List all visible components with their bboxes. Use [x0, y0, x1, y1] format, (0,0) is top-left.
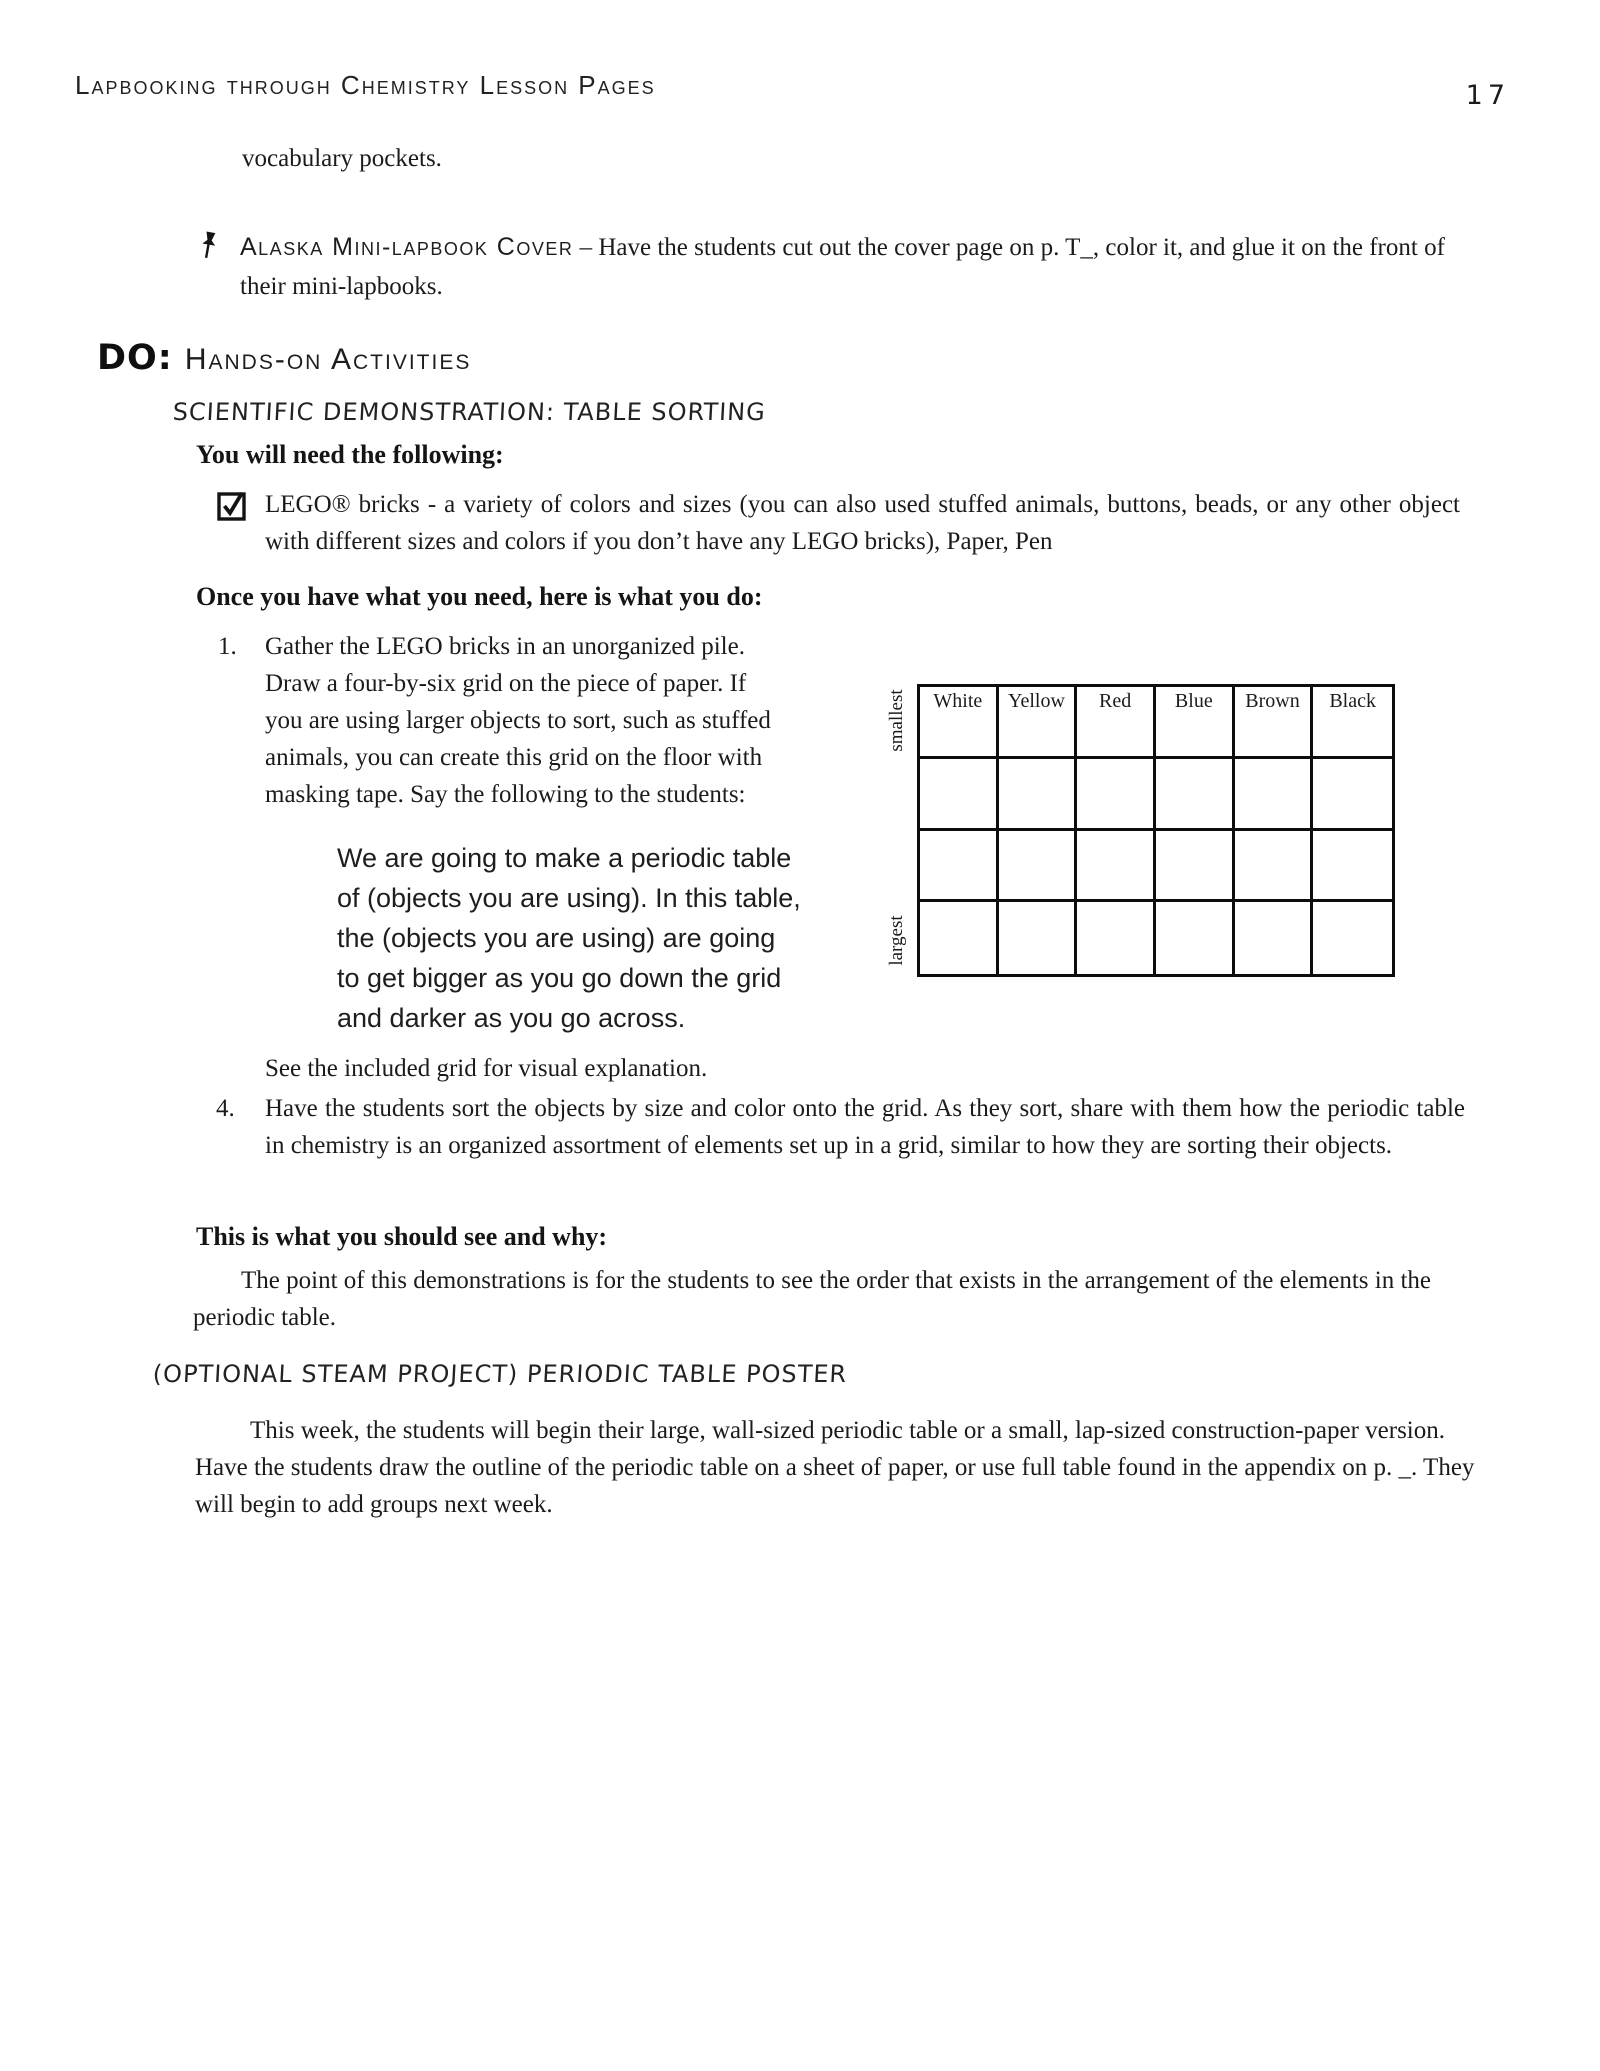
grid-cell: [1156, 831, 1235, 903]
material-item-text: LEGO® bricks - a variety of colors and sizes (you can also used stuffed animals, buttons, beads, or any other object with different sizes and colors if you don’t have any LEGO bricks), Paper, Pen: [265, 491, 1460, 555]
steps-heading: Once you have what you need, here is what you do:: [196, 582, 763, 611]
steam-project-text: This week, the students will begin their large, wall-sized periodic table or a small, lap-sized construction-paper version. Have the students draw the outline of the periodic table on a sheet of paper, or use full table found in the appendix on p. _. They will begin to add groups next week.: [195, 1417, 1475, 1518]
vocabulary-line: vocabulary pockets.: [242, 145, 442, 172]
step1-line: masking tape. Say the following to the students:: [265, 781, 746, 808]
step1-line: Gather the LEGO bricks in an unorganized pile.: [265, 633, 745, 660]
grid-cell: [1156, 759, 1235, 831]
why-heading: This is what you should see and why:: [196, 1222, 608, 1251]
step1-text: [265, 628, 925, 813]
teacher-quote: [337, 838, 937, 1038]
steam-project-heading: (OPTIONAL STEAM PROJECT) PERIODIC TABLE POSTER: [152, 1360, 848, 1388]
grid-cell: [999, 759, 1078, 831]
grid-cell: [1077, 759, 1156, 831]
step1-line: animals, you can create this grid on the floor with: [265, 744, 763, 771]
quote-line: and darker as you go across.: [337, 1003, 686, 1033]
see-grid-note: See the included grid for visual explanation.: [265, 1055, 708, 1082]
need-heading: You will need the following:: [196, 440, 504, 469]
checked-checkbox-icon: [216, 489, 248, 526]
sorting-grid: [917, 684, 1395, 977]
why-text: The point of this demonstrations is for the students to see the order that exists in the arrangement of the elements in the periodic table.: [193, 1267, 1431, 1331]
grid-cell: [920, 759, 999, 831]
page-number: 17: [1465, 80, 1510, 111]
do-section-heading: [97, 338, 471, 378]
demonstration-heading: SCIENTIFIC DEMONSTRATION: TABLE SORTING: [172, 398, 767, 426]
grid-cell: [1235, 759, 1314, 831]
step4-text: Have the students sort the objects by size and color onto the grid. As they sort, share with them how the periodic table in chemistry is an organized assortment of elements set up in a grid, similar to how they are sorting their objects.: [265, 1095, 1465, 1159]
alaska-item-text: – Have the students cut out the cover page on p. T_, color it, and glue it on the front of their mini-lapbooks.: [240, 234, 1445, 300]
step1-number: 1.: [218, 633, 237, 660]
grid-cell: [1313, 831, 1392, 903]
step4-number: 4.: [216, 1095, 235, 1122]
grid-column-header: Brown: [1235, 687, 1314, 759]
quote-line: to get bigger as you go down the grid: [337, 963, 782, 993]
pushpin-icon: [196, 230, 220, 267]
grid-row-label-smallest: smallest: [886, 689, 907, 752]
grid-cell: [999, 831, 1078, 903]
grid-cell: [999, 902, 1078, 974]
quote-line: of (objects you are using). In this table,: [337, 883, 801, 913]
grid-row-label-largest: largest: [886, 915, 907, 966]
grid-column-header: Red: [1077, 687, 1156, 759]
grid-column-header: Blue: [1156, 687, 1235, 759]
grid-column-header: Black: [1313, 687, 1392, 759]
quote-line: We are going to make a periodic table: [337, 843, 792, 873]
grid-column-header: Yellow: [999, 687, 1078, 759]
grid-cell: [1077, 902, 1156, 974]
grid-cell: [1235, 831, 1314, 903]
quote-line: the (objects you are using) are going: [337, 923, 776, 953]
do-label: DO:: [97, 338, 173, 378]
grid-cell: [1156, 902, 1235, 974]
alaska-lapbook-item: [240, 228, 1480, 306]
grid-cell: [920, 902, 999, 974]
grid-cell: [1313, 902, 1392, 974]
step1-line: Draw a four-by-six grid on the piece of paper. If: [265, 670, 747, 697]
page-title: Lapbooking through Chemistry Lesson Pages: [75, 70, 656, 100]
grid-cell: [1235, 902, 1314, 974]
step1-line: you are using larger objects to sort, such as stuffed: [265, 707, 771, 734]
grid-cell: [1077, 831, 1156, 903]
grid-cell: [1313, 759, 1392, 831]
do-title: Hands-on Activities: [184, 343, 472, 376]
grid-cell: [920, 831, 999, 903]
alaska-item-title: Alaska Mini-lapbook Cover: [240, 233, 574, 261]
grid-column-header: White: [920, 687, 999, 759]
